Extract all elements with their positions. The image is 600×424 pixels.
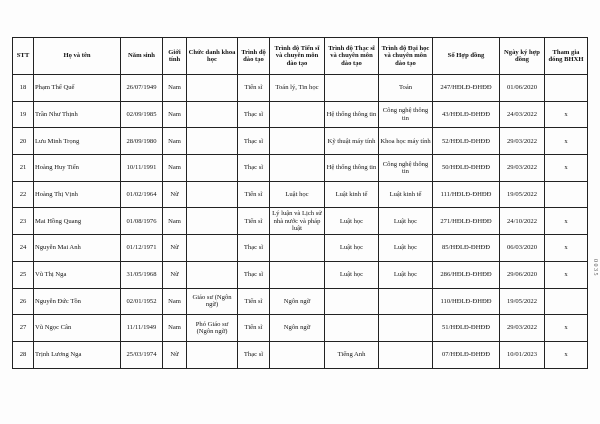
cell-title: [187, 155, 238, 182]
cell-masters: Hệ thống thông tin: [325, 155, 379, 182]
cell-title: [187, 181, 238, 208]
cell-title: [187, 341, 238, 368]
cell-contract-date: 29/03/2022: [500, 315, 545, 342]
cell-insurance: x: [545, 315, 588, 342]
header-insurance: Tham gia đóng BHXH: [545, 38, 588, 75]
header-contract-date: Ngày ký hợp đồng: [500, 38, 545, 75]
cell-phd: [270, 128, 325, 155]
cell-phd: [270, 261, 325, 288]
cell-bachelor: Luật kinh tế: [379, 181, 433, 208]
cell-name: Vũ Ngọc Cân: [34, 315, 121, 342]
cell-gender: Nam: [163, 288, 187, 315]
table-row: [13, 261, 588, 288]
cell-contract-no: 85/HĐLĐ-ĐHĐĐ: [433, 235, 500, 262]
cell-masters: Luật học: [325, 261, 379, 288]
header-name: Họ và tên: [34, 38, 121, 75]
cell-bachelor: Luật học: [379, 235, 433, 262]
cell-contract-date: 01/06/2020: [500, 75, 545, 102]
cell-dob: 02/01/1952: [121, 288, 163, 315]
cell-title: [187, 75, 238, 102]
cell-bachelor: Công nghệ thông tin: [379, 155, 433, 182]
cell-insurance: x: [545, 235, 588, 262]
cell-bachelor: [379, 315, 433, 342]
cell-title: [187, 261, 238, 288]
cell-stt: 18: [13, 75, 34, 102]
cell-title: [187, 208, 238, 235]
header-bachelor: Trình độ Đại học và chuyên môn đào tạo: [379, 38, 433, 75]
cell-bachelor: Toán: [379, 75, 433, 102]
cell-phd: Lý luận và Lịch sử nhà nước và pháp luật: [270, 208, 325, 235]
cell-contract-no: 111/HĐLĐ-ĐHĐĐ: [433, 181, 500, 208]
cell-name: Mai Hồng Quang: [34, 208, 121, 235]
cell-stt: 20: [13, 128, 34, 155]
cell-contract-date: 24/10/2022: [500, 208, 545, 235]
cell-bachelor: Khoa học máy tính: [379, 128, 433, 155]
cell-gender: Nữ: [163, 181, 187, 208]
cell-gender: Nam: [163, 208, 187, 235]
table-row: [13, 235, 588, 262]
cell-stt: 27: [13, 315, 34, 342]
cell-masters: Luật kinh tế: [325, 181, 379, 208]
cell-gender: Nam: [163, 315, 187, 342]
cell-bachelor: Luật học: [379, 208, 433, 235]
cell-degree: Tiến sĩ: [238, 208, 270, 235]
table-row: [13, 128, 588, 155]
cell-stt: 24: [13, 235, 34, 262]
cell-dob: 31/05/1968: [121, 261, 163, 288]
cell-contract-date: 29/03/2022: [500, 155, 545, 182]
cell-phd: [270, 155, 325, 182]
cell-insurance: [545, 75, 588, 102]
cell-degree: Thạc sĩ: [238, 261, 270, 288]
cell-masters: Luật học: [325, 208, 379, 235]
cell-dob: 25/03/1974: [121, 341, 163, 368]
cell-name: Nguyễn Mai Anh: [34, 235, 121, 262]
cell-degree: Thạc sĩ: [238, 101, 270, 128]
cell-stt: 21: [13, 155, 34, 182]
table-row: [13, 181, 588, 208]
cell-stt: 26: [13, 288, 34, 315]
cell-title: [187, 235, 238, 262]
cell-dob: 02/09/1985: [121, 101, 163, 128]
cell-bachelor: [379, 341, 433, 368]
cell-name: Hoàng Thị Vịnh: [34, 181, 121, 208]
cell-phd: Ngôn ngữ: [270, 288, 325, 315]
cell-contract-no: 286/HĐLĐ-ĐHĐĐ: [433, 261, 500, 288]
cell-degree: Tiến sĩ: [238, 315, 270, 342]
cell-degree: Thạc sĩ: [238, 235, 270, 262]
cell-contract-no: 52/HĐLĐ-ĐHĐĐ: [433, 128, 500, 155]
header-dob: Năm sinh: [121, 38, 163, 75]
cell-contract-date: 19/05/2022: [500, 181, 545, 208]
cell-contract-no: 247/HĐLĐ-ĐHĐĐ: [433, 75, 500, 102]
cell-name: Phạm Thế Quế: [34, 75, 121, 102]
cell-stt: 22: [13, 181, 34, 208]
cell-insurance: x: [545, 341, 588, 368]
cell-degree: Thạc sĩ: [238, 341, 270, 368]
cell-contract-date: 10/01/2023: [500, 341, 545, 368]
cell-contract-date: 06/03/2020: [500, 235, 545, 262]
header-title: Chức danh khoa học: [187, 38, 238, 75]
cell-phd: Luật học: [270, 181, 325, 208]
cell-insurance: x: [545, 101, 588, 128]
cell-degree: Tiến sĩ: [238, 288, 270, 315]
cell-masters: Tiếng Anh: [325, 341, 379, 368]
cell-dob: 28/09/1980: [121, 128, 163, 155]
cell-phd: Toán lý, Tin học: [270, 75, 325, 102]
cell-insurance: [545, 181, 588, 208]
cell-gender: Nữ: [163, 235, 187, 262]
cell-title: [187, 101, 238, 128]
cell-contract-date: 29/06/2020: [500, 261, 545, 288]
cell-dob: 01/12/1971: [121, 235, 163, 262]
cell-gender: Nữ: [163, 261, 187, 288]
cell-name: Trần Như Thịnh: [34, 101, 121, 128]
cell-gender: Nam: [163, 101, 187, 128]
cell-contract-no: 07/HĐLĐ-ĐHĐĐ: [433, 341, 500, 368]
cell-dob: 11/11/1949: [121, 315, 163, 342]
cell-masters: [325, 315, 379, 342]
header-gender: Giới tính: [163, 38, 187, 75]
cell-gender: Nam: [163, 75, 187, 102]
cell-stt: 19: [13, 101, 34, 128]
cell-insurance: x: [545, 155, 588, 182]
cell-stt: 28: [13, 341, 34, 368]
cell-gender: Nam: [163, 128, 187, 155]
cell-dob: 01/02/1964: [121, 181, 163, 208]
table-row: [13, 315, 588, 342]
cell-title: Giáo sư (Ngôn ngữ): [187, 288, 238, 315]
cell-masters: Hệ thống thông tin: [325, 101, 379, 128]
cell-degree: Tiến sĩ: [238, 75, 270, 102]
header-degree: Trình độ đào tạo: [238, 38, 270, 75]
cell-title: [187, 128, 238, 155]
cell-degree: Tiến sĩ: [238, 181, 270, 208]
cell-degree: Thạc sĩ: [238, 155, 270, 182]
cell-phd: [270, 341, 325, 368]
cell-masters: [325, 75, 379, 102]
cell-bachelor: Công nghệ thông tin: [379, 101, 433, 128]
cell-name: Trịnh Lương Nga: [34, 341, 121, 368]
cell-masters: Luật học: [325, 235, 379, 262]
header-phd: Trình độ Tiến sĩ và chuyên môn đào tạo: [270, 38, 325, 75]
table-header-row: [13, 38, 588, 75]
cell-insurance: x: [545, 128, 588, 155]
cell-name: Hoàng Huy Tiến: [34, 155, 121, 182]
header-contract-no: Số Hợp đồng: [433, 38, 500, 75]
cell-name: Nguyễn Đức Tồn: [34, 288, 121, 315]
cell-contract-no: 271/HĐLĐ-ĐHĐĐ: [433, 208, 500, 235]
table-row: [13, 155, 588, 182]
cell-contract-no: 51/HĐLĐ-ĐHĐĐ: [433, 315, 500, 342]
table-row: [13, 101, 588, 128]
cell-insurance: x: [545, 208, 588, 235]
cell-bachelor: Luật học: [379, 261, 433, 288]
table-row: [13, 208, 588, 235]
cell-phd: Ngôn ngữ: [270, 315, 325, 342]
table-row: [13, 341, 588, 368]
header-stt: STT: [13, 38, 34, 75]
cell-phd: [270, 235, 325, 262]
cell-degree: Thạc sĩ: [238, 128, 270, 155]
cell-masters: Kỹ thuật máy tính: [325, 128, 379, 155]
cell-insurance: x: [545, 261, 588, 288]
cell-contract-date: 24/03/2022: [500, 101, 545, 128]
cell-contract-no: 50/HĐLĐ-ĐHĐĐ: [433, 155, 500, 182]
header-masters: Trình độ Thạc sĩ và chuyên môn đào tạo: [325, 38, 379, 75]
cell-name: Vũ Thị Nga: [34, 261, 121, 288]
cell-dob: 01/08/1976: [121, 208, 163, 235]
cell-bachelor: [379, 288, 433, 315]
table-row: [13, 75, 588, 102]
cell-title: Phó Giáo sư (Ngôn ngữ): [187, 315, 238, 342]
cell-dob: 26/07/1949: [121, 75, 163, 102]
cell-contract-date: 19/05/2022: [500, 288, 545, 315]
cell-phd: [270, 101, 325, 128]
cell-masters: [325, 288, 379, 315]
cell-contract-no: 43/HĐLĐ-ĐHĐĐ: [433, 101, 500, 128]
cell-gender: Nam: [163, 155, 187, 182]
margin-note: 0 0 3 5: [592, 258, 598, 276]
cell-stt: 23: [13, 208, 34, 235]
cell-name: Lưu Minh Trọng: [34, 128, 121, 155]
cell-insurance: [545, 288, 588, 315]
cell-gender: Nữ: [163, 341, 187, 368]
cell-contract-no: 110/HĐLĐ-ĐHĐĐ: [433, 288, 500, 315]
staff-table: [12, 37, 588, 369]
cell-stt: 25: [13, 261, 34, 288]
cell-contract-date: 29/03/2022: [500, 128, 545, 155]
cell-dob: 10/11/1991: [121, 155, 163, 182]
table-row: [13, 288, 588, 315]
